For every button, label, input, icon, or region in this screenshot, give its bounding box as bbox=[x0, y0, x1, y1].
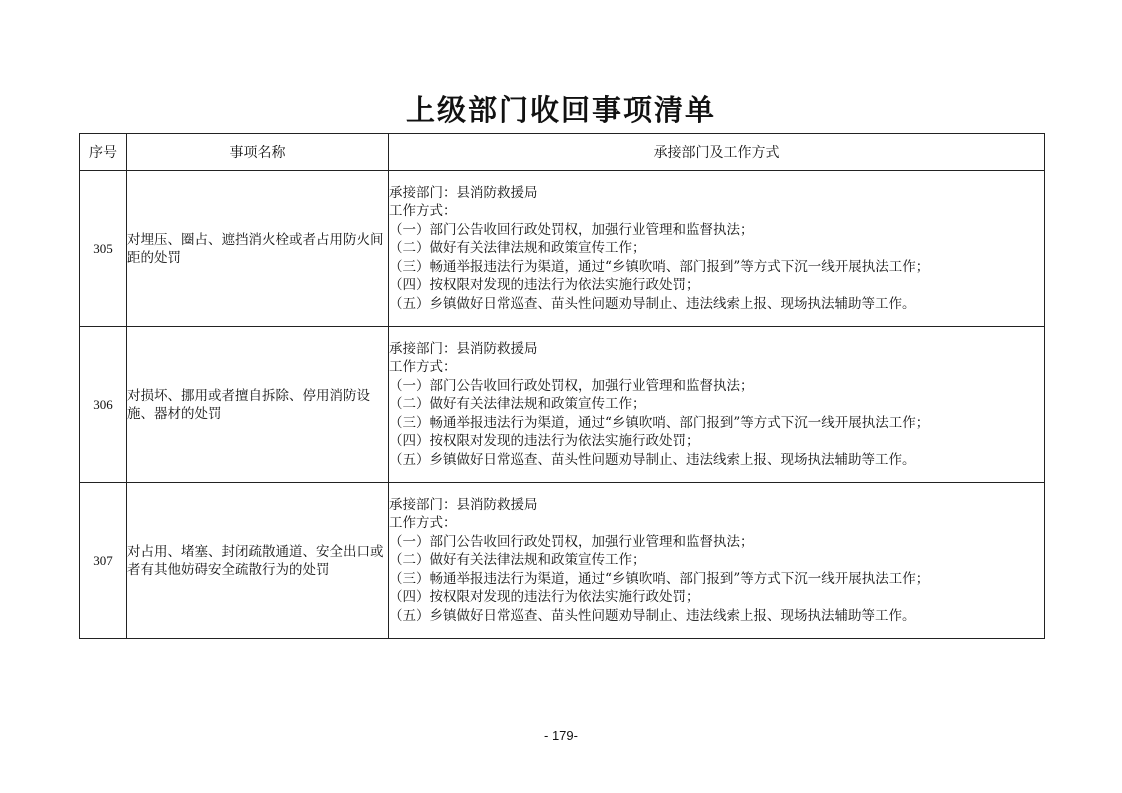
method-line: （三）畅通举报违法行为渠道，通过“乡镇吹哨、部门报到”等方式下沉一线开展执法工作； bbox=[389, 258, 930, 275]
header-department-method: 承接部门及工作方式 bbox=[389, 134, 1045, 171]
row-seq: 306 bbox=[80, 327, 127, 483]
row-item-name: 对占用、堵塞、封闭疏散通道、安全出口或者有其他妨碍安全疏散行为的处罚 bbox=[127, 483, 389, 639]
row-item-name: 对损坏、挪用或者擅自拆除、停用消防设施、器材的处罚 bbox=[127, 327, 389, 483]
row-item-name: 对埋压、圈占、遮挡消火栓或者占用防火间距的处罚 bbox=[127, 171, 389, 327]
method-line: （一）部门公告收回行政处罚权，加强行业管理和监督执法； bbox=[389, 221, 754, 238]
method-line: 承接部门：县消防救援局 bbox=[389, 497, 538, 514]
method-line: 承接部门：县消防救援局 bbox=[389, 341, 538, 358]
header-item-name: 事项名称 bbox=[127, 134, 389, 171]
method-line: （四）按权限对发现的违法行为依法实施行政处罚； bbox=[389, 277, 700, 294]
row-seq: 307 bbox=[80, 483, 127, 639]
method-line: （三）畅通举报违法行为渠道，通过“乡镇吹哨、部门报到”等方式下沉一线开展执法工作； bbox=[389, 414, 930, 431]
method-line: （二）做好有关法律法规和政策宣传工作； bbox=[389, 552, 646, 569]
method-line: （五）乡镇做好日常巡查、苗头性问题劝导制止、违法线索上报、现场执法辅助等工作。 bbox=[389, 451, 916, 468]
method-line: （一）部门公告收回行政处罚权，加强行业管理和监督执法； bbox=[389, 533, 754, 550]
method-line: （一）部门公告收回行政处罚权，加强行业管理和监督执法； bbox=[389, 377, 754, 394]
method-line: 承接部门：县消防救援局 bbox=[389, 185, 538, 202]
row-method bbox=[389, 483, 1045, 639]
header-seq: 序号 bbox=[80, 134, 127, 171]
table-row bbox=[80, 171, 1045, 327]
method-line: （三）畅通举报违法行为渠道，通过“乡镇吹哨、部门报到”等方式下沉一线开展执法工作； bbox=[389, 570, 930, 587]
method-line: 工作方式： bbox=[389, 359, 457, 376]
method-line: 工作方式： bbox=[389, 203, 457, 220]
row-seq: 305 bbox=[80, 171, 127, 327]
method-line: （二）做好有关法律法规和政策宣传工作； bbox=[389, 396, 646, 413]
method-line: （二）做好有关法律法规和政策宣传工作； bbox=[389, 240, 646, 257]
method-line: （四）按权限对发现的违法行为依法实施行政处罚； bbox=[389, 433, 700, 450]
page-title: 上级部门收回事项清单 bbox=[405, 93, 716, 127]
row-method bbox=[389, 327, 1045, 483]
method-line: （四）按权限对发现的违法行为依法实施行政处罚； bbox=[389, 589, 700, 606]
method-line: （五）乡镇做好日常巡查、苗头性问题劝导制止、违法线索上报、现场执法辅助等工作。 bbox=[389, 295, 916, 312]
row-method bbox=[389, 171, 1045, 327]
table-header-row bbox=[80, 134, 1045, 171]
table-row bbox=[80, 327, 1045, 483]
method-line: （五）乡镇做好日常巡查、苗头性问题劝导制止、违法线索上报、现场执法辅助等工作。 bbox=[389, 607, 916, 624]
method-line: 工作方式： bbox=[389, 515, 457, 532]
items-table bbox=[79, 133, 1045, 639]
table-row bbox=[80, 483, 1045, 639]
page-number: - 179- bbox=[544, 728, 578, 743]
